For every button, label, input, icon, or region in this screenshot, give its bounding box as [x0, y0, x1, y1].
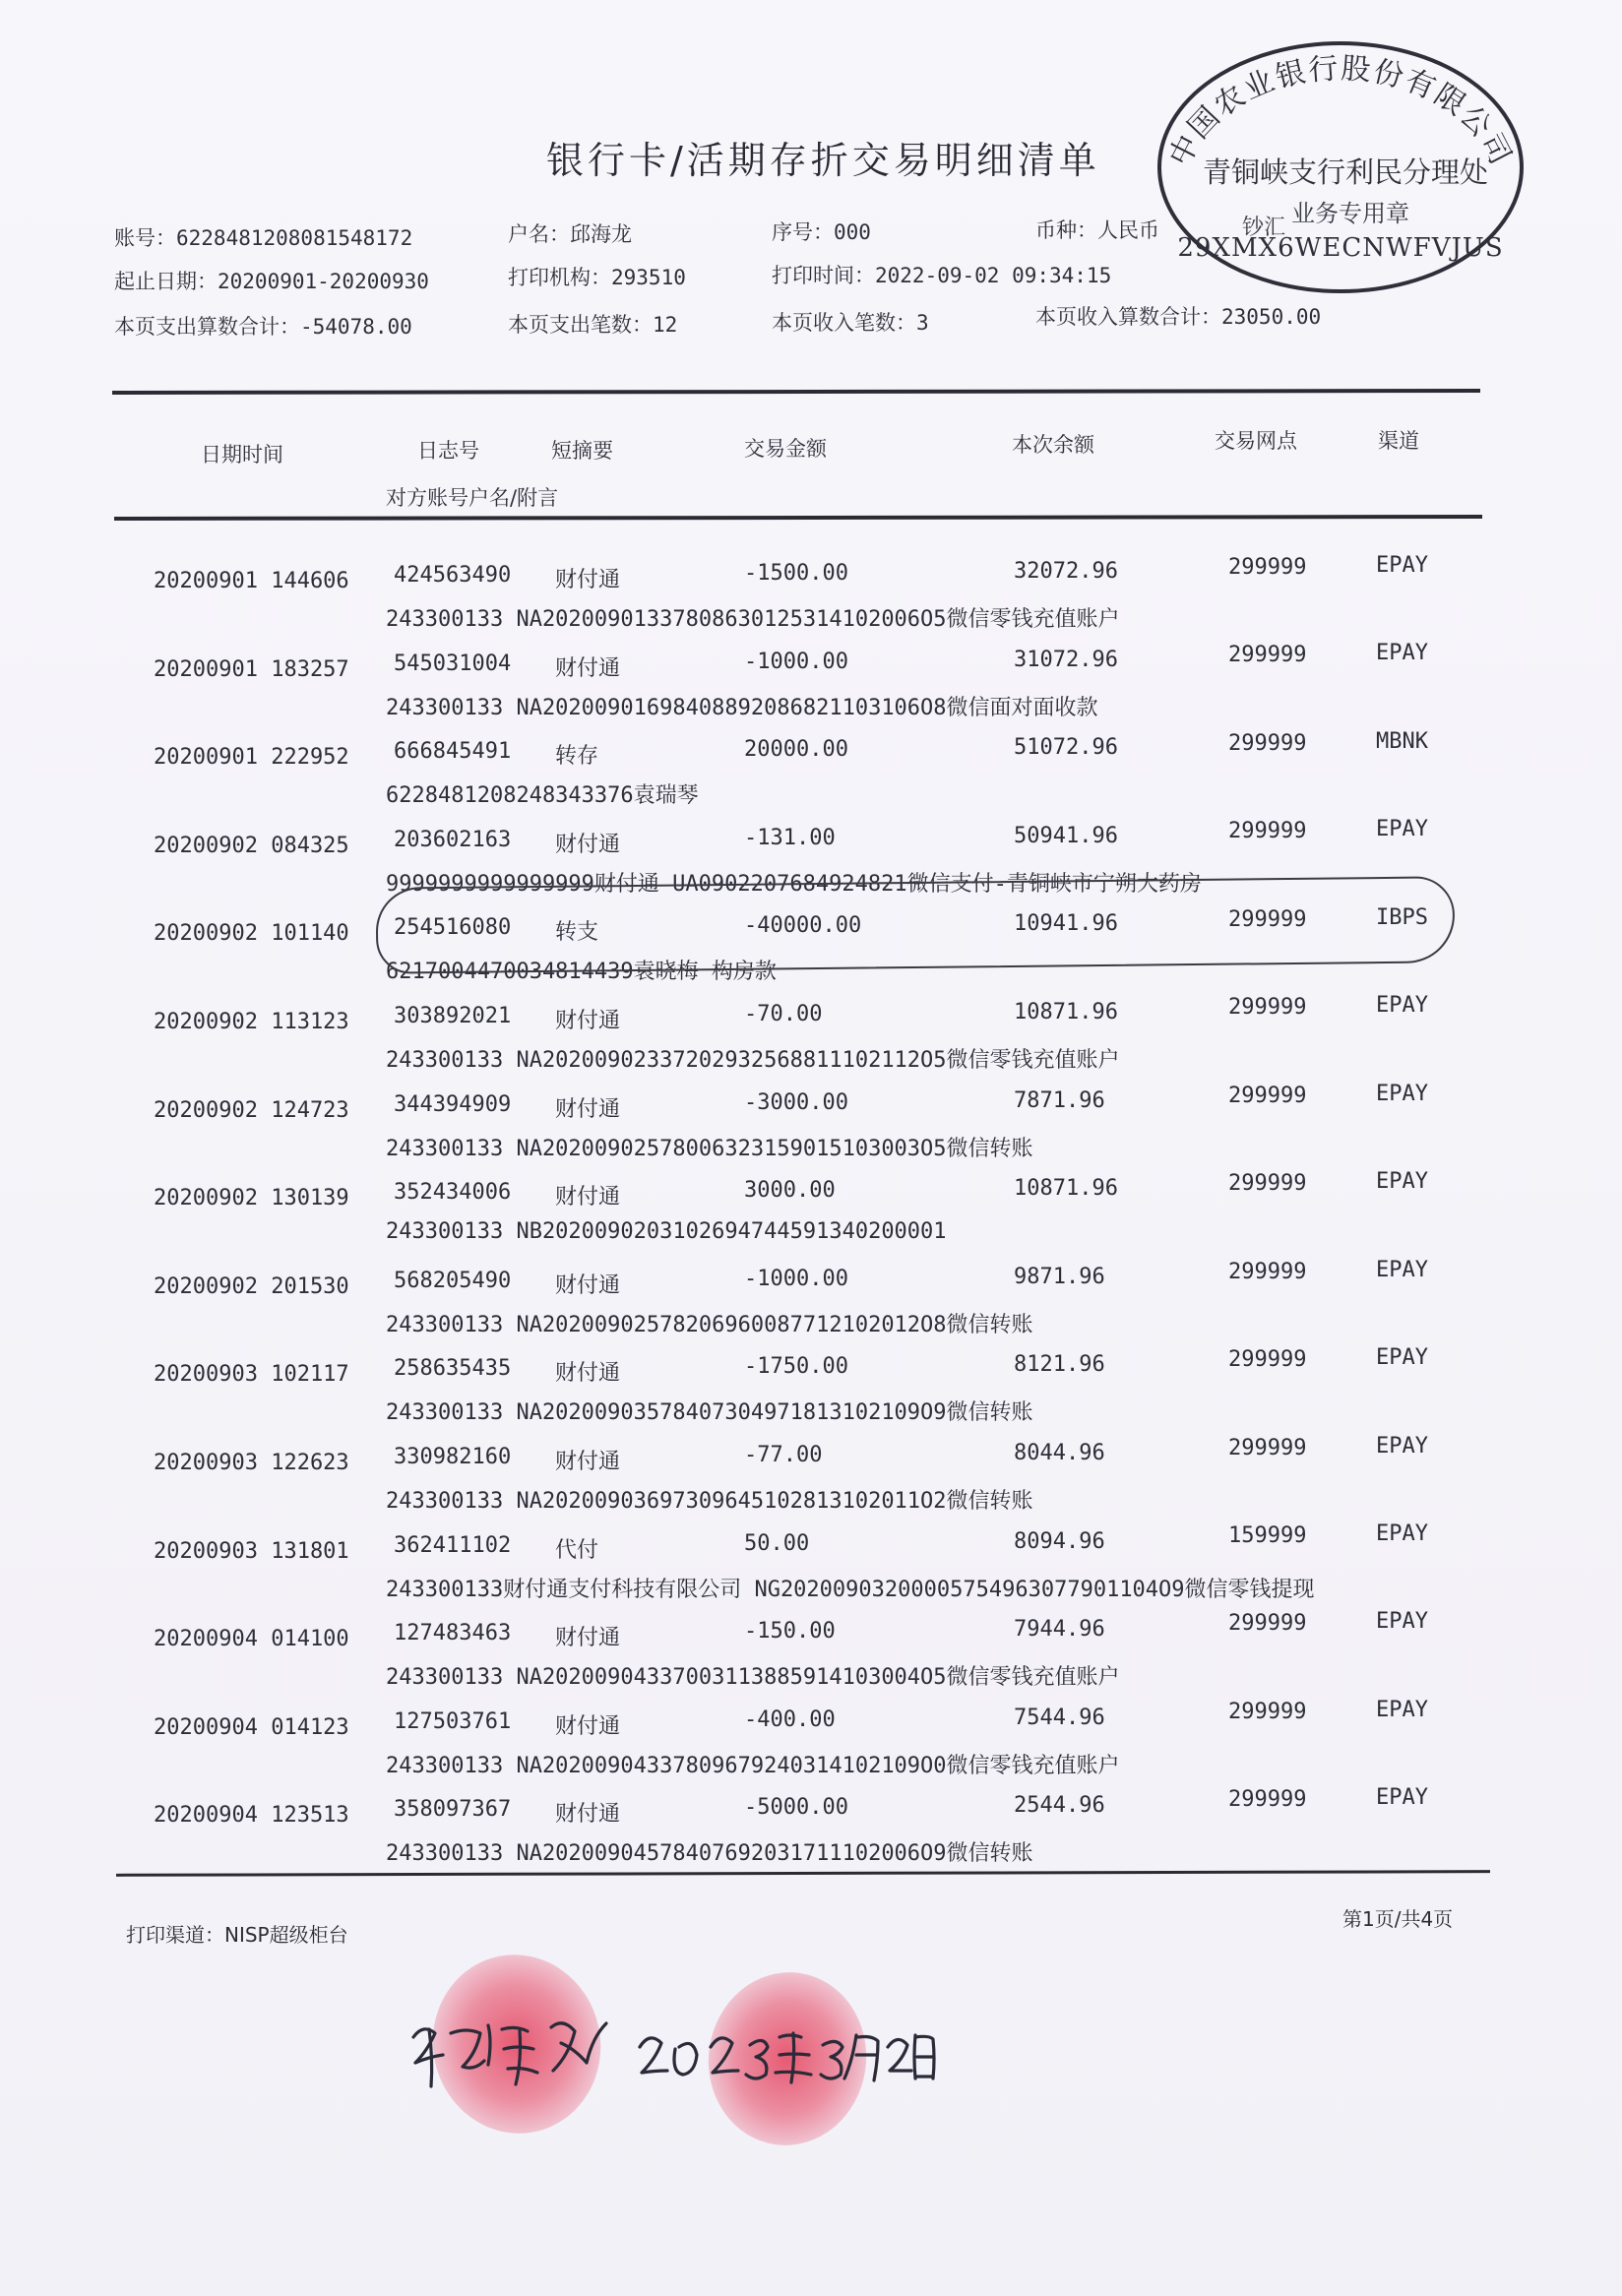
row-branch: 299999 [1228, 819, 1307, 844]
row-amount: -150.00 [744, 1619, 836, 1644]
row-summary: 转支 [555, 920, 599, 946]
row-channel: EPAY [1376, 1609, 1428, 1635]
row-counterparty: 243300133 NA20200902578206960087712102012O8微信转账 [386, 1312, 1033, 1337]
row-channel: EPAY [1376, 1520, 1428, 1546]
handwritten-signature [394, 1978, 945, 2116]
row-log-number: 545031004 [394, 651, 512, 676]
row-log-number: 362411102 [394, 1532, 512, 1558]
row-date: 20200901 144606 [154, 569, 349, 593]
col-branch: 交易网点 [1215, 429, 1297, 453]
row-summary: 财付通 [555, 1802, 621, 1828]
row-balance: 32072.96 [1014, 559, 1118, 584]
row-channel: EPAY [1376, 1081, 1428, 1106]
seal-bank-name: 中国农业银行股份有限公司 [1162, 51, 1519, 172]
row-log-number: 666845491 [394, 739, 512, 765]
col-balance: 本次余额 [1012, 433, 1094, 457]
row-amount: -400.00 [744, 1706, 836, 1732]
row-balance: 9871.96 [1014, 1264, 1105, 1289]
col-channel: 渠道 [1378, 429, 1419, 453]
col-counterparty: 对方账号户名/附言 [386, 486, 559, 510]
row-amount: -131.00 [744, 825, 836, 850]
currency: 币种：人民币 [1035, 218, 1159, 242]
row-counterparty: 243300133 NA20200902578006323159015103003O5微信转账 [386, 1136, 1033, 1161]
print-org: 打印机构：293510 [508, 266, 686, 289]
row-amount: 50.00 [744, 1530, 810, 1556]
page-title: 银行卡/活期存折交易明细清单 [546, 139, 1100, 182]
row-branch: 299999 [1228, 1347, 1307, 1373]
row-amount: -1000.00 [744, 649, 848, 674]
row-balance: 7944.96 [1014, 1617, 1105, 1643]
print-time: 打印时间：2022-09-02 09:34:15 [772, 264, 1112, 287]
row-branch: 299999 [1228, 1435, 1307, 1460]
row-branch: 299999 [1228, 1259, 1307, 1284]
row-amount: -1500.00 [744, 561, 848, 586]
row-summary: 财付通 [555, 1450, 621, 1474]
seal-overprint: 钞汇 [1242, 216, 1286, 240]
row-channel: MBNK [1376, 728, 1428, 754]
row-channel: EPAY [1376, 1169, 1428, 1195]
print-channel: 打印渠道：NISP超级柜台 [126, 1923, 348, 1947]
col-amount: 交易金额 [744, 437, 827, 461]
row-date: 20200902 201530 [154, 1273, 349, 1299]
row-amount: -1750.00 [744, 1354, 848, 1380]
row-log-number: 344394909 [394, 1091, 512, 1117]
income-count: 本页收入笔数：3 [772, 311, 929, 335]
date-range: 起止日期：20200901-20200930 [114, 270, 429, 293]
row-log-number: 127483463 [394, 1621, 512, 1646]
row-counterparty: 243300133 NA20200904337003113885914103004O5微信零钱充值账户 [386, 1665, 1120, 1691]
row-channel: EPAY [1376, 1433, 1428, 1458]
account-number: 账号：6228481208081548172 [114, 226, 413, 250]
row-branch: 299999 [1228, 995, 1307, 1021]
row-date: 20200904 014100 [154, 1627, 349, 1652]
row-balance: 31072.96 [1014, 647, 1118, 672]
row-branch: 299999 [1228, 730, 1307, 756]
row-branch: 299999 [1228, 1083, 1307, 1108]
table-top-rule [112, 389, 1480, 395]
row-date: 20200901 183257 [154, 656, 349, 682]
bank-seal [1144, 20, 1537, 305]
row-date: 20200901 222952 [154, 745, 349, 771]
row-channel: EPAY [1376, 1785, 1428, 1811]
row-summary: 财付通 [555, 568, 621, 592]
sequence-number: 序号：000 [772, 220, 871, 244]
row-balance: 8044.96 [1014, 1441, 1105, 1465]
row-log-number: 258635435 [394, 1356, 512, 1382]
row-summary: 财付通 [555, 1626, 621, 1651]
row-channel: IBPS [1376, 904, 1428, 930]
row-summary: 财付通 [555, 1272, 621, 1298]
svg-text:中国农业银行股份有限公司 [1162, 51, 1518, 171]
row-channel: EPAY [1376, 817, 1428, 842]
row-summary: 财付通 [555, 1361, 621, 1387]
expense-total: 本页支出算数合计：-54078.00 [114, 315, 412, 339]
row-date: 20200902 130139 [154, 1186, 349, 1211]
row-branch: 299999 [1228, 906, 1307, 932]
row-balance: 10871.96 [1014, 1000, 1118, 1024]
row-summary: 财付通 [555, 655, 621, 681]
row-log-number: 127503761 [394, 1708, 512, 1734]
row-summary: 转存 [555, 744, 599, 770]
row-counterparty: 243300133财付通支付科技有限公司 NG20200903200005754963077901104O9微信零钱提现 [386, 1577, 1315, 1602]
col-datetime: 日期时间 [201, 443, 283, 466]
row-balance: 7544.96 [1014, 1705, 1105, 1730]
row-date: 20200903 102117 [154, 1362, 349, 1388]
row-counterparty: 243300133 NA20200903578407304971813102109O9微信转账 [386, 1400, 1033, 1426]
row-date: 20200902 124723 [154, 1097, 349, 1123]
row-counterparty: 243300133 NA20200901698408892086821103106O8微信面对面收款 [386, 695, 1098, 720]
row-balance: 51072.96 [1014, 735, 1118, 761]
income-total: 本页收入算数合计：23050.00 [1035, 305, 1322, 329]
row-log-number: 568205490 [394, 1268, 512, 1293]
row-branch: 299999 [1228, 1699, 1307, 1724]
row-channel: EPAY [1376, 1697, 1428, 1722]
page-indicator: 第1页/共4页 [1342, 1907, 1454, 1931]
row-date: 20200902 113123 [154, 1010, 349, 1034]
table-bottom-rule [116, 1870, 1490, 1877]
row-branch: 299999 [1228, 1611, 1307, 1637]
table-header-rule [114, 515, 1482, 521]
row-branch: 299999 [1228, 1787, 1307, 1813]
row-summary: 财付通 [555, 1713, 621, 1739]
row-amount: -1000.00 [744, 1266, 848, 1291]
row-balance: 8121.96 [1014, 1352, 1105, 1378]
row-date: 20200902 084325 [154, 833, 349, 858]
row-amount: -40000.00 [744, 913, 862, 939]
row-log-number: 254516080 [394, 915, 512, 941]
row-counterparty: 243300133 NA20200902337202932568811102112O5微信零钱充值账户 [386, 1048, 1120, 1073]
row-balance: 50941.96 [1014, 823, 1118, 848]
row-amount: 20000.00 [744, 737, 848, 763]
seal-purpose: 业务专用章 [1291, 200, 1409, 227]
row-channel: EPAY [1376, 1345, 1428, 1371]
row-log-number: 330982160 [394, 1445, 512, 1469]
hand-drawn-circle [376, 876, 1456, 973]
row-amount: -70.00 [744, 1002, 823, 1026]
row-balance: 10871.96 [1014, 1176, 1118, 1202]
row-summary: 财付通 [555, 1096, 621, 1122]
row-counterparty: 243300133 NA20200904337809679240314102109O0微信零钱充值账户 [386, 1753, 1120, 1778]
row-counterparty: 243300133 NA20200903697309645102813102011O2微信转账 [386, 1489, 1033, 1514]
row-counterparty: 6228481208248343376袁瑞琴 [386, 783, 699, 809]
row-counterparty: 243300133 NB2020090203102694744591340200001 [386, 1219, 947, 1245]
row-summary: 财付通 [555, 1185, 621, 1210]
row-date: 20200904 014123 [154, 1714, 349, 1740]
row-counterparty: 243300133 NA20200901337808630125314102006O5微信零钱充值账户 [386, 607, 1120, 632]
row-log-number: 303892021 [394, 1004, 512, 1028]
row-log-number: 203602163 [394, 827, 512, 852]
seal-code: 29XMX6WECNWFVJUS [1177, 233, 1504, 263]
row-date: 20200902 101140 [154, 921, 349, 947]
row-log-number: 352434006 [394, 1180, 512, 1206]
row-amount: -3000.00 [744, 1089, 848, 1115]
row-summary: 财付通 [555, 832, 621, 857]
row-date: 20200904 123513 [154, 1803, 349, 1829]
seal-branch: 青铜峡支行利民分理处 [1202, 155, 1489, 189]
row-channel: EPAY [1376, 1257, 1428, 1282]
row-amount: 3000.00 [744, 1178, 836, 1204]
row-channel: EPAY [1376, 553, 1428, 578]
row-amount: -5000.00 [744, 1795, 848, 1821]
row-balance: 2544.96 [1014, 1793, 1105, 1819]
row-date: 20200903 122623 [154, 1451, 349, 1475]
col-log: 日志号 [417, 439, 479, 463]
row-counterparty: 9999999999999999财付通 UA0902207684924821微信支付-青铜峡市宁朔大药房 [386, 871, 1202, 897]
row-summary: 财付通 [555, 1009, 621, 1033]
row-channel: EPAY [1376, 641, 1428, 666]
row-balance: 7871.96 [1014, 1087, 1105, 1113]
row-log-number: 424563490 [394, 563, 512, 588]
row-branch: 299999 [1228, 555, 1307, 580]
row-channel: EPAY [1376, 993, 1428, 1019]
row-log-number: 358097367 [394, 1797, 512, 1823]
account-holder: 户名：邱海龙 [508, 222, 632, 246]
row-balance: 8094.96 [1014, 1528, 1105, 1554]
row-branch: 159999 [1228, 1522, 1307, 1548]
row-branch: 299999 [1228, 643, 1307, 668]
row-date: 20200903 131801 [154, 1538, 349, 1564]
col-summary: 短摘要 [551, 439, 613, 463]
row-branch: 299999 [1228, 1171, 1307, 1197]
row-balance: 10941.96 [1014, 911, 1118, 937]
expense-count: 本页支出笔数：12 [508, 313, 678, 337]
row-amount: -77.00 [744, 1443, 823, 1467]
row-counterparty: 6217004470034814439袁晓梅 构房款 [386, 960, 777, 985]
row-summary: 代付 [555, 1537, 599, 1563]
row-counterparty: 243300133 NA20200904578407692031711102006O9微信转账 [386, 1841, 1033, 1867]
